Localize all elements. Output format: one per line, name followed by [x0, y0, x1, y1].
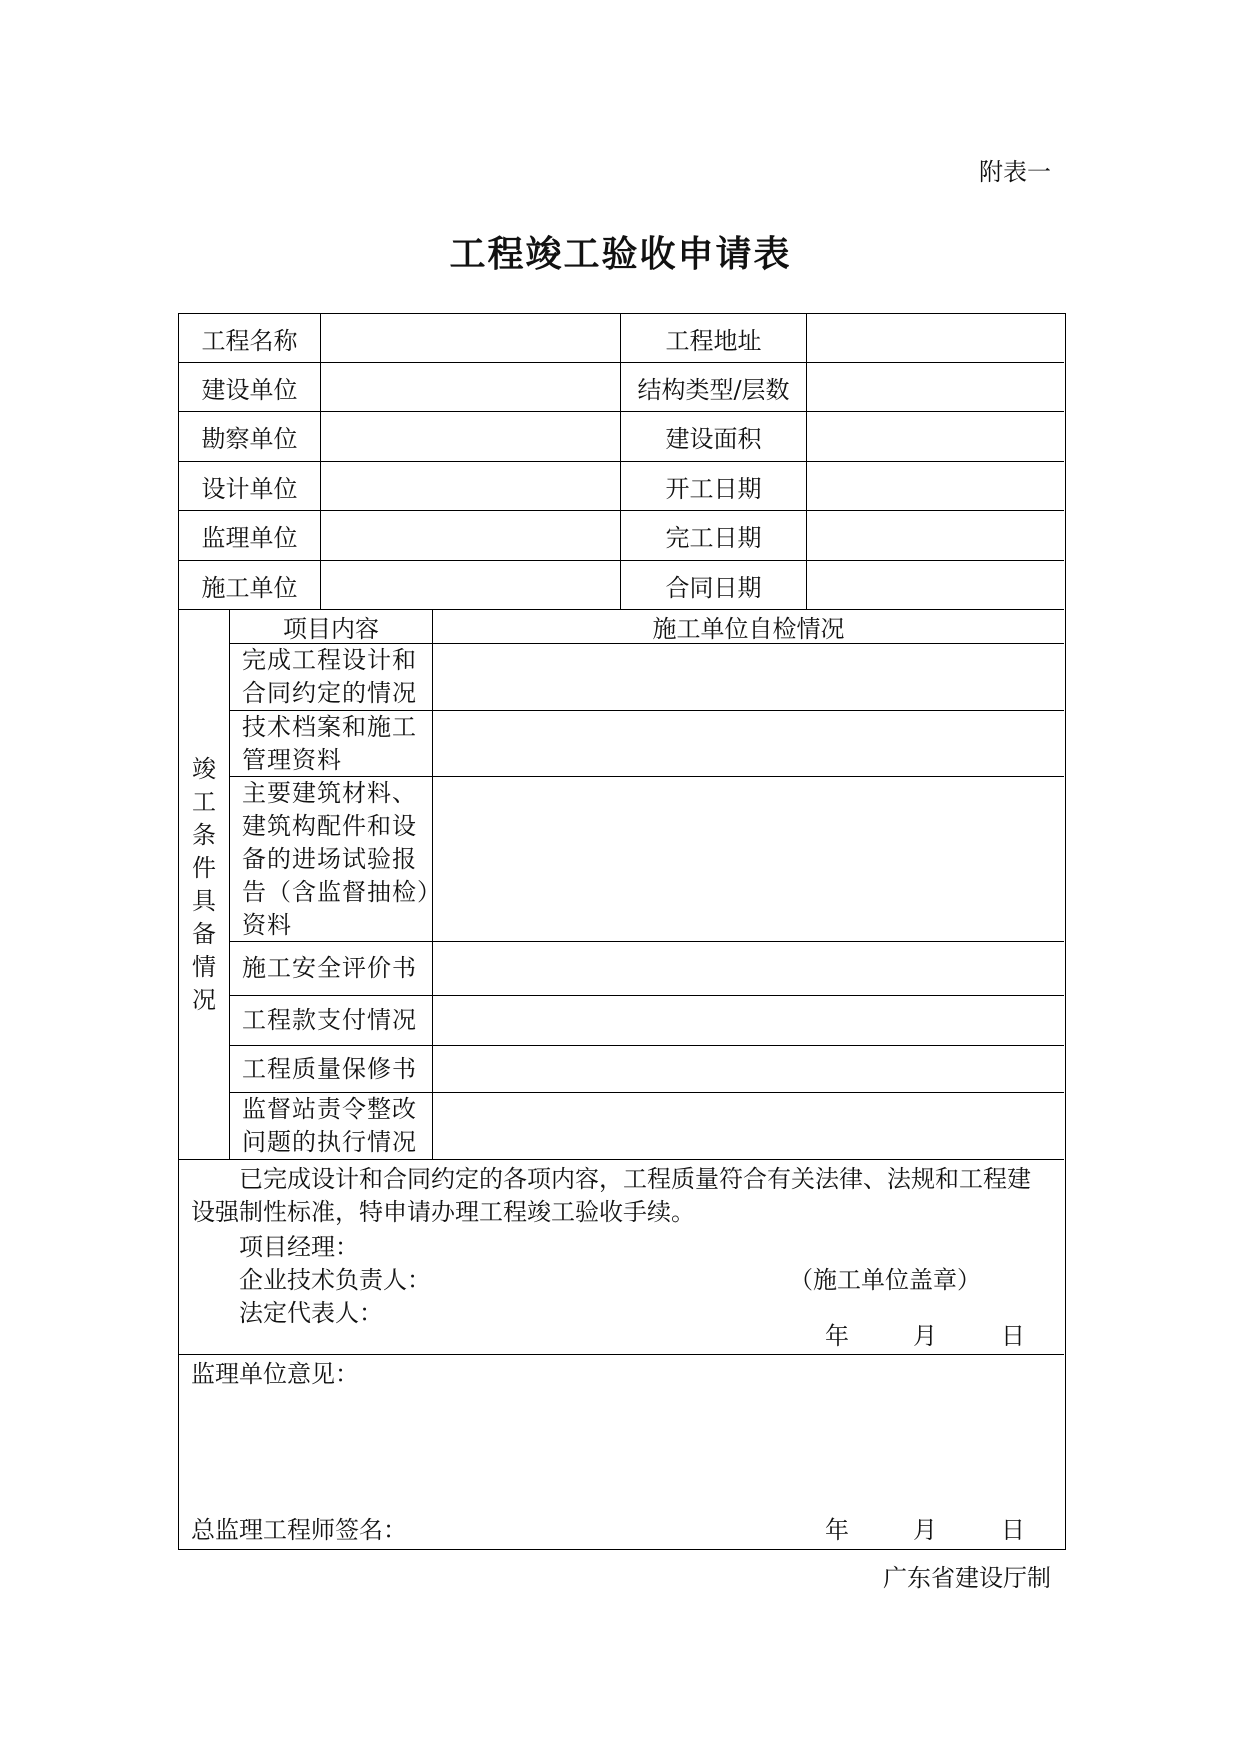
self-check-field[interactable] — [433, 711, 1064, 776]
label-contract-date: 合同日期 — [665, 573, 762, 602]
project-manager-label: 项目经理： — [239, 1233, 359, 1261]
contract-date-field[interactable] — [807, 561, 1064, 609]
self-check-field[interactable] — [433, 644, 1064, 710]
condition-item: 施工安全评价书 — [242, 954, 417, 982]
developer-field[interactable] — [321, 363, 620, 411]
condition-item: 工程款支付情况 — [242, 1006, 417, 1034]
condition-item: 主要建筑材料、建筑构配件和设备的进场试验报告（含监督抽检）资料 — [242, 778, 430, 939]
self-check-field[interactable] — [433, 1093, 1064, 1159]
label-survey-unit: 勘察单位 — [201, 425, 298, 453]
supervision-opinion-field[interactable] — [191, 1394, 1051, 1494]
appendix-label: 附表一 — [979, 158, 1051, 186]
self-check-field[interactable] — [433, 996, 1064, 1045]
condition-item: 工程质量保修书 — [242, 1054, 417, 1083]
condition-item: 监督站责令整改问题的执行情况 — [242, 1095, 417, 1156]
chief-engineer-signature-label: 总监理工程师签名： — [191, 1516, 407, 1544]
label-start-date: 开工日期 — [665, 474, 762, 503]
form-title: 工程竣工验收申请表 — [449, 233, 792, 275]
supervision-unit-field[interactable] — [321, 511, 620, 560]
label-building-area: 建设面积 — [665, 425, 762, 453]
supervision-opinion-label: 监理单位意见： — [191, 1360, 359, 1388]
design-unit-field[interactable] — [321, 462, 620, 510]
supervision-month-label: 月 — [913, 1516, 937, 1544]
project-name-field[interactable] — [321, 314, 620, 362]
application-form-table — [178, 313, 1066, 1550]
label-construction-unit: 施工单位 — [201, 573, 298, 602]
declaration-month-label: 月 — [913, 1322, 937, 1350]
condition-item: 技术档案和施工管理资料 — [242, 712, 417, 774]
label-developer: 建设单位 — [201, 375, 298, 404]
start-date-field[interactable] — [807, 462, 1064, 510]
legal-rep-label: 法定代表人： — [239, 1299, 383, 1327]
issuing-authority: 广东省建设厅制 — [883, 1564, 1051, 1592]
conditions-side-label: 竣工条件具备情况 — [192, 754, 216, 1014]
tech-lead-label: 企业技术负责人： — [239, 1266, 431, 1294]
completion-date-field[interactable] — [807, 511, 1064, 560]
declaration-text: 已完成设计和合同约定的各项内容，工程质量符合有关法律、法规和工程建设强制性标准，特申请办理工程竣工验收手续。 — [191, 1165, 1031, 1226]
label-supervision-unit: 监理单位 — [201, 524, 298, 552]
self-check-field[interactable] — [433, 1046, 1064, 1092]
label-completion-date: 完工日期 — [665, 524, 762, 552]
declaration-year-label: 年 — [825, 1322, 849, 1350]
project-address-field[interactable] — [807, 314, 1064, 362]
column-header-self-check: 施工单位自检情况 — [652, 615, 845, 643]
label-project-name: 工程名称 — [201, 326, 298, 355]
column-header-item: 项目内容 — [283, 615, 379, 643]
survey-unit-field[interactable] — [321, 412, 620, 461]
construction-unit-field[interactable] — [321, 561, 620, 609]
label-project-address: 工程地址 — [665, 326, 762, 355]
declaration-day-label: 日 — [1001, 1322, 1025, 1350]
supervision-year-label: 年 — [825, 1516, 849, 1544]
construction-seal-label: （施工单位盖章） — [789, 1266, 981, 1294]
self-check-field[interactable] — [433, 777, 1064, 941]
supervision-day-label: 日 — [1001, 1516, 1025, 1544]
label-structure-floors: 结构类型/层数 — [637, 375, 790, 404]
condition-item: 完成工程设计和合同约定的情况 — [242, 646, 417, 707]
self-check-field[interactable] — [433, 942, 1064, 995]
label-design-unit: 设计单位 — [201, 474, 298, 503]
structure-floors-field[interactable] — [807, 363, 1064, 411]
building-area-field[interactable] — [807, 412, 1064, 461]
